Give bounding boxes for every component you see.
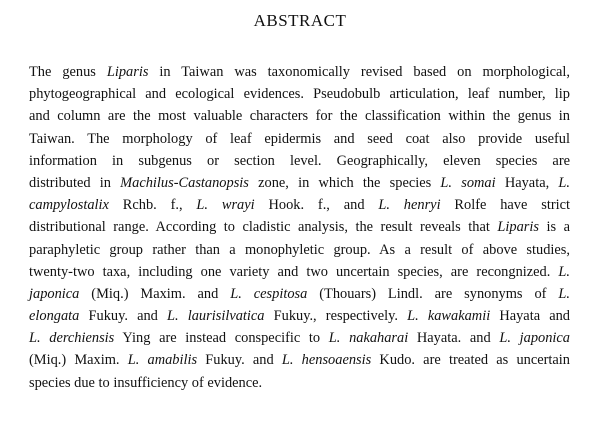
- italic-taxon-name: Liparis: [497, 219, 539, 236]
- italic-taxon-name: L.: [558, 263, 570, 280]
- italic-taxon-name: L. derchiensis: [29, 330, 115, 347]
- abstract-line: [29, 105, 570, 127]
- abstract-text: Fukuy. and: [197, 352, 282, 369]
- abstract-line: [29, 216, 570, 238]
- abstract-text: Rolfe have strict: [440, 197, 571, 214]
- abstract-line: [29, 372, 570, 394]
- abstract-text: phytogeographical and ecological evidences. Pseudobulb articulation, leaf number, lip: [29, 86, 570, 103]
- abstract-line: [29, 327, 570, 349]
- abstract-text: Hayata,: [495, 174, 559, 191]
- abstract-text: Hook. f., and: [254, 197, 379, 214]
- abstract-text: zone, in which the species: [248, 174, 441, 191]
- abstract-line: [29, 261, 570, 283]
- italic-taxon-name: L.: [558, 285, 570, 302]
- abstract-text: Taiwan. The morphology of leaf epidermis and seed coat also provide useful: [29, 130, 570, 147]
- abstract-text: The genus: [29, 64, 107, 80]
- italic-taxon-name: Machilus-Castanopsis: [120, 174, 249, 191]
- abstract-text: Hayata. and: [408, 330, 500, 347]
- abstract-heading: ABSTRACT: [253, 11, 347, 30]
- abstract-text: (Miq.) Maxim. and: [79, 285, 231, 302]
- italic-taxon-name: L. nakaharai: [328, 330, 409, 347]
- abstract-text: Ying are instead conspecific to: [114, 330, 329, 347]
- abstract-text: is a: [538, 219, 571, 236]
- abstract-line: [29, 349, 570, 371]
- abstract-body: [29, 61, 570, 394]
- abstract-text: distributed in: [29, 174, 121, 191]
- italic-taxon-name: L. japonica: [499, 330, 571, 347]
- italic-taxon-name: L. cespitosa: [230, 285, 308, 302]
- abstract-text: distributional range. According to cladistic analysis, the result reveals that: [29, 219, 498, 236]
- abstract-text: and column are the most valuable characters for the classification within the genus in: [29, 108, 570, 125]
- abstract-text: (Thouars) Lindl. are synonyms of: [307, 285, 559, 302]
- abstract-text: paraphyletic group rather than a monophyletic group. As a result of above studies,: [29, 241, 570, 258]
- abstract-text: Rchb. f.,: [108, 197, 197, 214]
- abstract-line: [29, 128, 570, 150]
- abstract-line: [29, 83, 570, 105]
- italic-taxon-name: L.: [558, 174, 570, 191]
- italic-taxon-name: L. somai: [440, 174, 496, 191]
- abstract-text: Fukuy. and: [79, 308, 167, 325]
- abstract-line: [29, 172, 570, 194]
- italic-taxon-name: japonica: [29, 285, 80, 302]
- italic-taxon-name: campylostalix: [29, 197, 109, 214]
- italic-taxon-name: L. kawakamii: [407, 308, 491, 325]
- abstract-text: Hayata and: [490, 308, 570, 325]
- abstract-text: (Miq.) Maxim.: [29, 352, 128, 369]
- abstract-line: [29, 194, 570, 216]
- italic-taxon-name: L. wrayi: [196, 197, 255, 214]
- abstract-line: [29, 283, 570, 305]
- italic-taxon-name: L. hensoaensis: [281, 352, 372, 369]
- abstract-text: in Taiwan was taxonomically revised based on morphological,: [148, 64, 570, 80]
- abstract-line: [29, 61, 570, 83]
- abstract-text: Kudo. are treated as uncertain: [371, 352, 570, 369]
- abstract-text: species due to insufficiency of evidence.: [29, 374, 263, 391]
- abstract-text: Fukuy., respectively.: [264, 308, 408, 325]
- italic-taxon-name: Liparis: [106, 64, 149, 80]
- abstract-line: [29, 150, 570, 172]
- italic-taxon-name: elongata: [29, 308, 80, 325]
- italic-taxon-name: L. laurisilvatica: [167, 308, 265, 325]
- abstract-text: information in subgenus or section level. Geographically, eleven species are: [29, 152, 570, 169]
- abstract-line: [29, 239, 570, 261]
- abstract-text: twenty-two taxa, including one variety and two uncertain species, are recongnized.: [29, 263, 559, 280]
- italic-taxon-name: L. amabilis: [127, 352, 198, 369]
- abstract-line: [29, 305, 570, 327]
- italic-taxon-name: L. henryi: [378, 197, 441, 214]
